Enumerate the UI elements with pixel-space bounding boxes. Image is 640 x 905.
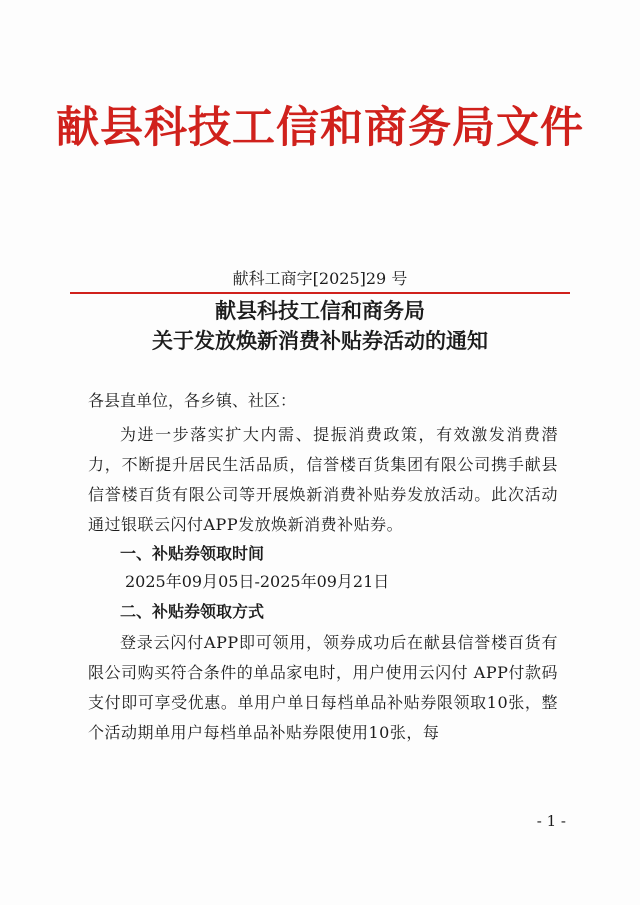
claim-method-paragraph: 登录云闪付APP即可领用，领券成功后在献县信誉楼百货有限公司购买符合条件的单品家电时，用户使用云闪付 APP付款码支付即可享受优惠。单用户单日每档单品补贴券限领取10张，整个活动期单用户每档单品补贴券限使用10张，每 [88,633,558,742]
notice-title-line-2: 关于发放焕新消费补贴券活动的通知 [152,328,488,353]
red-divider-line [70,292,570,294]
issuer-title: 献县科技工信和商务局文件 [56,103,584,153]
page-number: - 1 - [536,812,566,830]
document-number: 献科工商字[2025]29 号 [232,269,408,288]
claim-date-range: 2025年09月05日-2025年09月21日 [125,572,390,591]
notice-title-line-1: 献县科技工信和商务局 [215,298,425,323]
intro-paragraph: 为进一步落实扩大内需、提振消费政策，有效激发消费潜力，不断提升居民生活品质，信誉楼百货集团有限公司携手献县信誉楼百货有限公司等开展焕新消费补贴券发放活动。此次活动通过银联云闪付APP发放焕新消费补贴券。 [88,425,558,534]
section-2-heading: 二、补贴券领取方式 [120,602,265,621]
section-1-heading: 一、补贴券领取时间 [120,544,265,563]
salutation: 各县直单位，各乡镇、社区： [88,391,297,410]
